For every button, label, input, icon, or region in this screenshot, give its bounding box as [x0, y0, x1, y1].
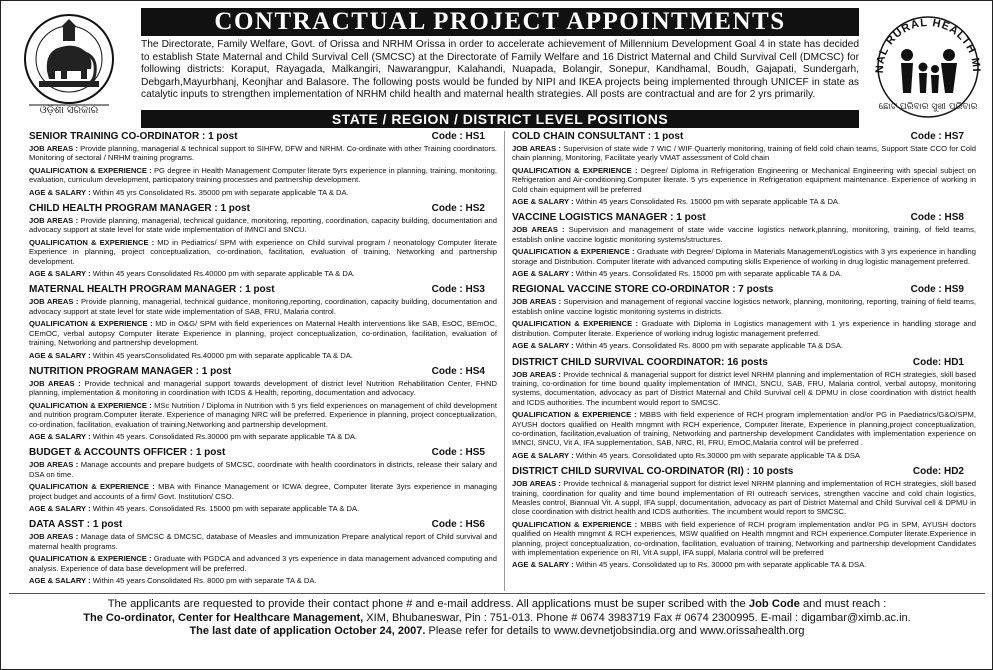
job-areas-label: JOB AREAS :	[29, 460, 79, 470]
job-areas	[29, 216, 497, 235]
job-areas-label: JOB AREAS :	[29, 378, 81, 388]
job-qualification	[29, 238, 497, 266]
job-code: Code : HS1	[431, 131, 485, 142]
job-title: VACCINE LOGISTICS MANAGER : 1 post	[512, 212, 706, 224]
job-listing	[29, 366, 497, 441]
job-areas-text: Provide technical and managerial support towards development of district level Nutrition Rehabilitation Center, FHND planning, implementation & monitoring in coordination with ICDS & Health, reporting, documentation and advocacy.	[29, 378, 497, 398]
age-salary-label: AGE & SALARY :	[29, 576, 91, 585]
nrhm-arc-text: NAL RURAL HEALTH MI	[873, 16, 983, 74]
nrhm-logo	[869, 9, 987, 121]
left-job-column	[29, 131, 497, 591]
job-title: DATA ASST : 1 post	[29, 519, 123, 531]
job-age-salary	[29, 504, 497, 513]
job-code: Code : HS9	[910, 284, 964, 296]
job-areas-label: JOB AREAS :	[512, 144, 561, 153]
age-salary-text: Within 45 years. Consolidated Rs. 15000 pm with separate applicable TA & DA.	[92, 503, 360, 513]
job-code: Code : HS2	[431, 203, 485, 215]
qualification-label: QUALIFICATION & EXPERIENCE :	[29, 237, 155, 247]
job-header	[29, 447, 497, 459]
qualification-label: QUALIFICATION & EXPERIENCE :	[29, 482, 155, 492]
job-title: REGIONAL VACCINE STORE CO-ORDINATOR : 7 posts	[512, 284, 774, 296]
job-qualification	[29, 319, 497, 347]
job-header	[512, 466, 976, 478]
job-areas-text: Provide technical & managerial support for district level NRHM planning and implementation of RCH strategies, skill based training, coordination for quality and time bound implementation of RI outreach services, strengthen vaccine and cold chain logistics, Measles control, Biannual Vit. A suppl, IFA suppl, documentation, advocacy as part of District Maternal and Child Survival cell & DPMU in close coordination with district health and ICDS authorities. The incumbent would report to SMCSC.	[512, 479, 976, 517]
job-code: Code: HD2	[912, 466, 964, 478]
job-code: Code: HD1	[912, 356, 964, 368]
right-job-column	[512, 131, 976, 576]
orissa-govt-emblem	[9, 9, 129, 121]
job-listing	[29, 131, 497, 197]
qualification-text: Graduate with Diploma in Logistics management with 1 yrs experience in handling storage and distribution. Computer literate. Experience of working indrug logistic management preferred.	[512, 319, 976, 338]
job-areas-text: Provide planning, managerial, technical guidance, monitoring, reporting, coordination, capacity building, documentation and advocacy support at state level for state wide implementation of IMNCI and SNCU.	[29, 216, 497, 235]
job-listing	[512, 357, 976, 461]
job-title: DISTRICT CHILD SURVIVAL CO-ORDINATOR (RI) : 10 posts	[512, 466, 794, 478]
job-areas-label: JOB AREAS :	[512, 297, 562, 307]
age-salary-label: AGE & SALARY :	[29, 350, 91, 360]
intro-paragraph: The Directorate, Family Welfare, Govt. of Orissa and NRHM Orissa in order to accelerate achievement of Millennium Development Goal 4 in state has decided to establish State Maternal and Child Survival Cell (SMCSC) at the Directorate of Family Welfare and 16 District Maternal and Child Survival Cell (DMCSC) for following districts: Koraput, Rayagada, Malkangiri, Nawarangpur, Kalahandi, Nuapada, Bolangir, Sonepur, Kandhamal, Boudh, Gajapati, Sundergarh, Debgarh,Mayurbhanj, Keonjhar and Balasore. The following posts would be funded by NIPI and IKEA projects being implemented through UNICEF in state as catalytic inputs to strengthen implementation of NRHM child health and maternal health strategies. All posts are contractual and are for 2 yrs primarily.	[141, 39, 859, 101]
qualification-label: QUALIFICATION & EXPERIENCE :	[29, 554, 152, 564]
job-areas	[512, 225, 976, 244]
job-areas	[29, 379, 497, 398]
job-listing	[512, 131, 976, 206]
job-areas-label: JOB AREAS :	[29, 144, 78, 153]
age-salary-text: Within 45 yearsConsolidated Rs.40000 pm with separate applicable TA & DA.	[92, 350, 353, 360]
age-salary-text: Within 45 years. Consolidated upto Rs.30000 pm with separate applicable TA & DSA	[575, 450, 860, 460]
job-age-salary	[29, 188, 497, 197]
qualification-text: MSc Nutrition / Diploma in Nutrition with 5 yrs field experiences on management of child development and nutrition program.Computer literate. Experience of managing NRC will be preferred. Experience in planning, project conceptualization, co-ordination, facilitation, evaluation of training,Networking and partnership development.	[29, 400, 497, 429]
job-age-salary	[512, 341, 976, 350]
job-listing	[29, 519, 497, 585]
age-salary-label: AGE & SALARY :	[29, 269, 91, 279]
footer-line-3	[9, 625, 985, 639]
qualification-label: QUALIFICATION & EXPERIENCE :	[512, 519, 638, 529]
job-header	[29, 131, 497, 143]
section-title: STATE / REGION / DISTRICT LEVEL POSITIONS	[141, 110, 859, 128]
job-header	[512, 284, 976, 296]
job-qualification	[29, 554, 497, 573]
qualification-text: MBA with Finance Management or ICWA degree, Computer literate 3yrs experience in managing project budget and accounts of a firm/ Govt. Institution/ CSO.	[29, 482, 497, 501]
qualification-text: MBBS with field experience of RCH program implementation and/or PG in SPM, AYUSH doctors qualified on Health mngmnt & RCH experiences, MSW qualified on Health mngmnt and RCH experience.Computer literate.Experience in planning, project conceptualization, co-ordination, facilitation, evaluation of training, Networking and partnership development Candidates with implementation experience on RI, Vit A suppl, IFA suppl, Malaria control will be preferred	[512, 519, 976, 557]
job-code: Code : HS4	[431, 365, 485, 377]
job-areas-label: JOB AREAS :	[29, 532, 79, 542]
footer-instruction: The applicants are requested to provide their contact phone # and e-mail address. All applications must be super scribed with the	[107, 598, 746, 610]
footer	[9, 598, 985, 639]
job-qualification	[512, 247, 976, 266]
nrhm-tagline: ଛୋଟ ପରିବାର ସୁଖୀ ପରିବାର	[878, 102, 978, 112]
page-title: CONTRACTUAL PROJECT APPOINTMENTS	[141, 8, 859, 36]
job-areas	[512, 370, 976, 408]
age-salary-text: Within 45 years Consolidated Rs.40000 pm with separate applicable TA & DA.	[92, 269, 355, 279]
qualification-label: QUALIFICATION & EXPERIENCE :	[512, 410, 637, 420]
qualification-text: MD in O&G/ SPM with field experiences on Maternal Health interventions like SAB, EsOC, BEmOC, CEmOC, verbal autopsy Computer literate Experience in planning, project conceptualization, co-ordination, facilitation, evaluation of training, Networking and partnership development.	[29, 319, 497, 348]
job-header	[29, 284, 497, 296]
job-areas-text: Manage data of SMCSC & DMCSC, database of Measles and immunization Prepare analytical report of Child survival and maternal health programs.	[29, 532, 497, 551]
footer-line-2	[9, 612, 985, 626]
job-areas-label: JOB AREAS :	[512, 369, 561, 379]
job-header	[512, 212, 976, 224]
age-salary-label: AGE & SALARY :	[512, 197, 574, 207]
job-areas	[29, 460, 497, 479]
job-areas-text: Manage accounts and prepare budgets of SMCSC, coordinate with health coordinators in districts, release their salary and DSA on time.	[29, 460, 497, 479]
job-listing	[29, 203, 497, 278]
qualification-text: Graduate with Degree/ Diploma in Materials Management/Logistics with 3 yrs experience in handling storage and Distribution. Computer literate with advanced computing skills Experience of working in drug logistic management preferred.	[512, 247, 976, 266]
job-age-salary	[29, 269, 497, 278]
age-salary-text: Within 45 years. Consolidated up to Rs. 30000 pm with separate applicable TA & DSA.	[575, 560, 867, 570]
job-areas	[512, 297, 976, 316]
job-title: CHILD HEALTH PROGRAM MANAGER : 1 post	[29, 203, 250, 215]
age-salary-label: AGE & SALARY :	[29, 187, 91, 197]
age-salary-label: AGE & SALARY :	[512, 269, 574, 279]
job-age-salary	[512, 197, 976, 206]
job-areas	[29, 532, 497, 551]
age-salary-label: AGE & SALARY :	[512, 560, 574, 570]
job-areas	[29, 144, 497, 163]
footer-address: XIM, Bhubaneswar, Pin : 751-013. Phone # 0674 3983719 Fax # 0674 2300995. E-mail : digambar@ximb.ac.in.	[366, 611, 911, 624]
job-title: COLD CHAIN CONSULTANT : 1 post	[512, 131, 684, 142]
job-age-salary	[512, 560, 976, 569]
job-listing	[512, 284, 976, 350]
job-age-salary	[29, 432, 497, 441]
qualification-text: Degree/ Diploma in Refrigeration Engineering or Mechanical Engineering with special subject on Refrigeration and Air-conditioning.Computer literate. 5 yrs experience in Refrigeration equipment maintenance. Experience of working in Cold chain equipment will be preferred	[512, 165, 976, 194]
qualification-label: QUALIFICATION & EXPERIENCE :	[29, 319, 153, 329]
qualification-text: PG degree in Health Management Computer literate 5yrs experience in planning, training, monitoring, evaluation, curriculum development, participatory training processes and partnership development.	[29, 165, 497, 185]
footer-divider	[9, 593, 985, 594]
job-listing	[512, 466, 976, 570]
job-age-salary	[29, 576, 497, 585]
age-salary-text: Within 45 years. Consolidated Rs.30000 pm with separate applicable TA & DA.	[92, 431, 358, 441]
job-areas-label: JOB AREAS :	[512, 479, 561, 489]
job-qualification	[512, 520, 976, 558]
job-qualification	[512, 319, 976, 338]
age-salary-text: Within 45 years. Consolidated Rs. 15000 pm with separate applicable TA & DA.	[575, 269, 843, 279]
job-listing	[29, 284, 497, 359]
job-header	[512, 357, 976, 369]
job-qualification	[29, 166, 497, 185]
footer-line-1	[9, 598, 985, 612]
job-areas-label: JOB AREAS :	[512, 225, 565, 235]
job-areas-text: Supervision and management of state wide vaccine logistics network,planning, monitoring, training, of field teams, establish online vaccine logistic monitoring systems/structures.	[512, 225, 976, 244]
job-age-salary	[29, 351, 497, 360]
job-areas-text: Provide technical & managerial support for district level NRHM planning and implementation of RCH strategies, skill based training, co-ordination for time bound quality implementation of IMNCI, SNCU, SAB, FRU, Malaria control, verbal autopsy, monitoring systems, documentation, advocacy as part of District Maternal and Child Survival cell & DPMU in close coordination with district health and ICDS authorities. The incumbent would report to SMCSC.	[512, 369, 976, 407]
qualification-label: QUALIFICATION & EXPERIENCE :	[512, 319, 639, 329]
job-header	[29, 203, 497, 215]
emblem-caption: ଓଡ଼ିଶା ସରକାର	[39, 105, 99, 116]
job-qualification	[512, 410, 976, 448]
age-salary-label: AGE & SALARY :	[29, 431, 91, 441]
age-salary-text: Within 45 years. Consolidated Rs. 8000 pm with separate applicable TA & DSA.	[575, 341, 844, 351]
job-title: MATERNAL HEALTH PROGRAM MANAGER : 1 post	[29, 284, 275, 296]
job-areas	[29, 297, 497, 316]
job-age-salary	[512, 269, 976, 278]
job-areas-label: JOB AREAS :	[29, 216, 79, 226]
job-listing	[29, 447, 497, 513]
qualification-label: QUALIFICATION & EXPERIENCE :	[512, 165, 638, 175]
job-code: Code : HS7	[910, 131, 964, 142]
job-areas	[512, 144, 976, 163]
job-title: BUDGET & ACCOUNTS OFFICER : 1 post	[29, 447, 226, 459]
job-header	[29, 366, 497, 378]
age-salary-text: Within 45 years Consolidated Rs. 15000 pm with separate applicable TA & DA.	[575, 197, 841, 207]
job-areas-text: Provide planning, managerial, technical guidance, monitoring,reporting, coordination, capacity building, documentation and advocacy support at state level for state wide implementation of SAB, FRU, Malaria control.	[29, 297, 497, 316]
job-areas-text: Provide planning, managerial & technical support to SIHFW, DFW and NRHM. Co-ordinate with other Training coordinators. Monitoring of sectoral / NRHM training programs.	[29, 144, 497, 163]
age-salary-label: AGE & SALARY :	[512, 450, 574, 460]
job-areas-text: Supervision and management of regional vaccine logistics network, planning, monitoring, reporting, training of field teams, establish online vaccine logistic monitoring systems in districts.	[512, 297, 976, 316]
footer-job-code: Job Code	[748, 598, 800, 610]
job-code: Code : HS3	[431, 284, 485, 296]
job-age-salary	[512, 451, 976, 460]
job-areas	[512, 479, 976, 517]
job-code: Code : HS8	[910, 212, 964, 224]
age-salary-label: AGE & SALARY :	[512, 341, 574, 351]
job-header	[512, 131, 976, 143]
footer-must-reach: and must reach :	[802, 598, 887, 610]
job-code: Code : HS5	[431, 447, 485, 459]
job-header	[29, 519, 497, 531]
job-title: DISTRICT CHILD SURVIVAL COORDINATOR: 16 posts	[512, 356, 768, 368]
column-divider	[504, 131, 505, 591]
job-qualification	[29, 482, 497, 501]
qualification-text: MBBS with field experience of RCH program implementation and/or PG in Paediatrics/G&O/SPM, AYUSH doctors qualified on Health mngmnt with RCH experience, Computer literate, Experience in planning,project conceptualization, co-ordination, facilitation,evaluation of training, Networking and partnership development Candidates with implementation experience on IMNCI, SNCU, Vit A, IFA supplementation, SAB, NRC, RI, FRU, EmOC,Malaria control will be preferred .	[512, 410, 976, 448]
job-qualification	[29, 401, 497, 429]
qualification-label: QUALIFICATION & EXPERIENCE :	[512, 247, 635, 257]
job-title: SENIOR TRAINING CO-ORDINATOR : 1 post	[29, 131, 238, 142]
job-title: NUTRITION PROGRAM MANAGER : 1 post	[29, 365, 232, 377]
qualification-label: QUALIFICATION & EXPERIENCE :	[29, 400, 152, 410]
footer-deadline: The last date of application October 24, 2007.	[189, 625, 426, 637]
age-salary-label: AGE & SALARY :	[29, 503, 91, 513]
job-code: Code : HS6	[431, 519, 485, 531]
job-areas-text: Supervision of state wide 7 WIC / WIF Quarterly monitoring, training of field cold chain teams, Support State CCO for Cold chain planning, Monitoring, Facilitate yearly VMAT assessment of Cold chain	[512, 144, 976, 163]
job-areas-label: JOB AREAS :	[29, 297, 79, 307]
age-salary-text: Within 45 yrs Consolidated Rs. 35000 pm with separate applicable TA & DA.	[92, 187, 349, 197]
job-qualification	[512, 166, 976, 194]
footer-address-title: The Co-ordinator, Center for Healthcare Management,	[83, 611, 364, 624]
qualification-text: MD in Pediatrics/ SPM with experience on Child survival program / neonatology Computer literate Experience in planning, project conceptualization, co-ordination, facilitation, evaluation of training, Networking and partnership development.	[29, 237, 497, 266]
age-salary-text: Within 45 years Consolidated Rs. 8000 pm with separate TA & DA.	[92, 576, 317, 585]
qualification-label: QUALIFICATION & EXPERIENCE :	[29, 165, 152, 175]
job-listing	[512, 212, 976, 278]
qualification-text: Graduate with PGDCA and advanced 3 yrs experience in data management advanced computing and analysis. Experience of data base development will be preferred.	[29, 554, 497, 573]
footer-websites: Please refer for details to www.devnetjobsindia.org and www.orissahealth.org	[428, 625, 805, 637]
